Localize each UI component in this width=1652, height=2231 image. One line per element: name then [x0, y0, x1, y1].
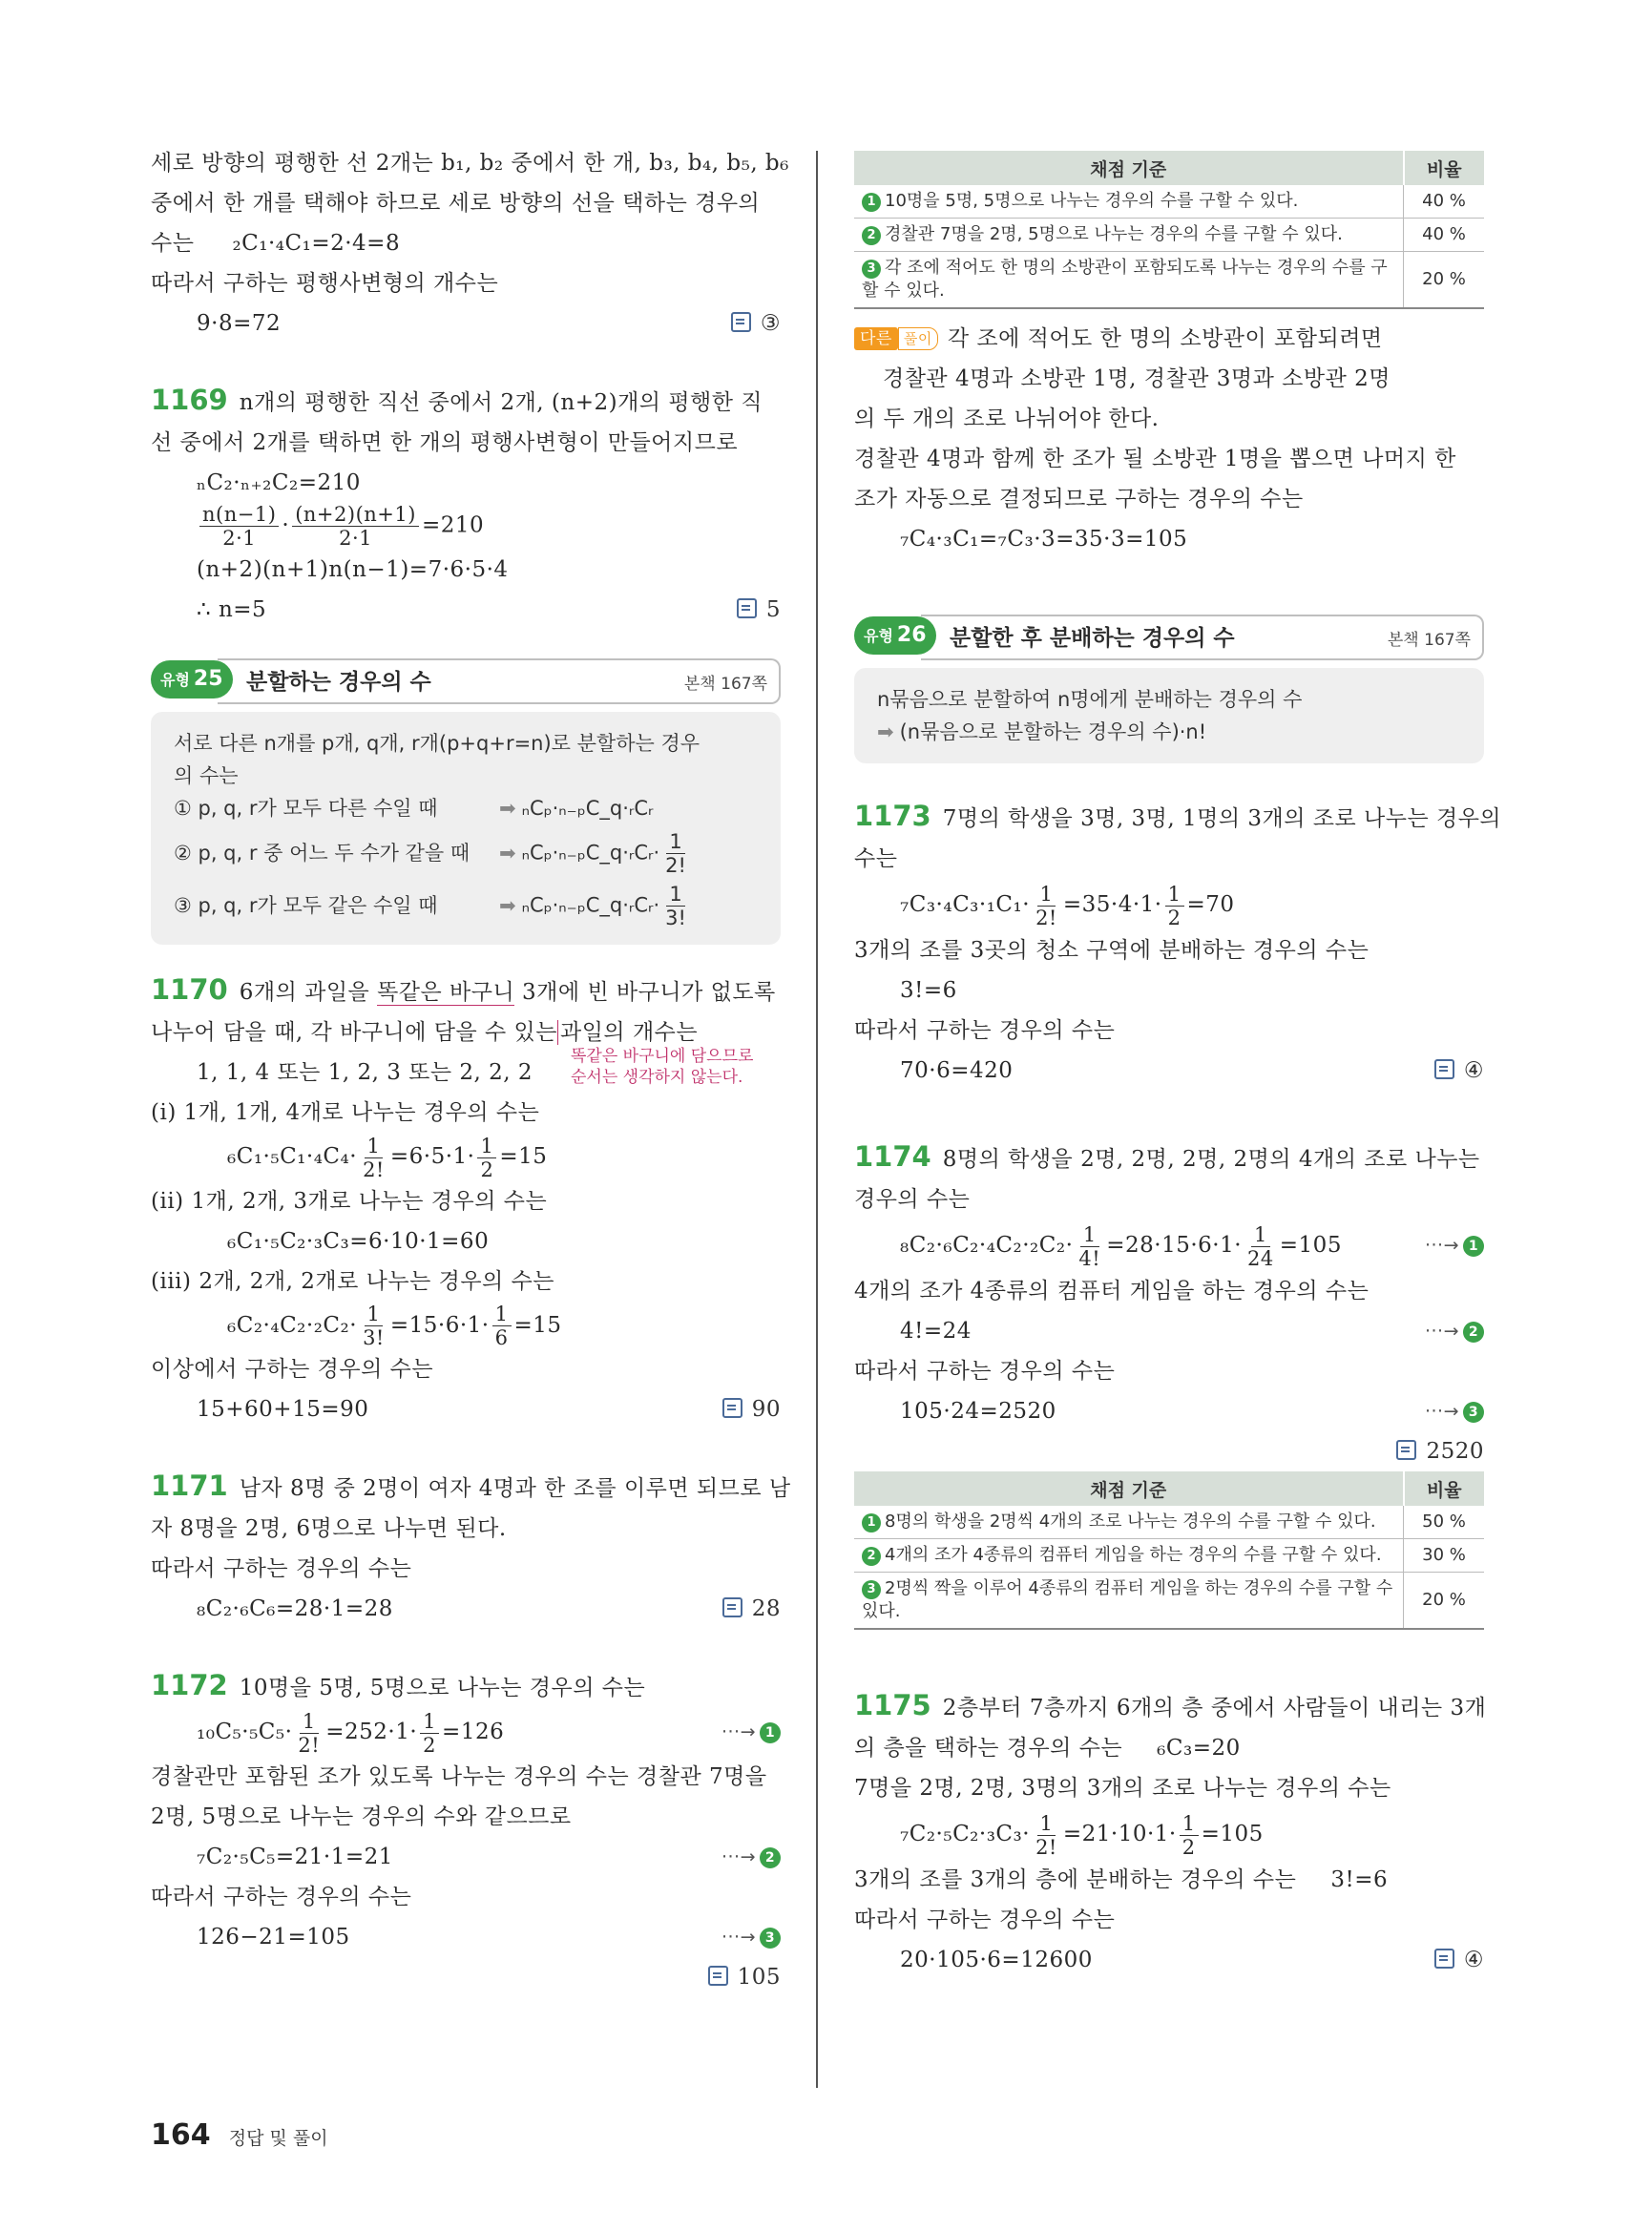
scoring-table-1	[854, 151, 1484, 309]
ratio-cell: 40 %	[1404, 185, 1485, 219]
intro-answer	[731, 303, 781, 344]
step-number: 2	[1463, 1322, 1484, 1343]
answer-mark-icon	[731, 312, 751, 332]
eq-part: =15	[513, 1312, 562, 1338]
case-formula: ₙCₚ·ₙ₋ₚC_q·ᵣCᵣ·	[521, 841, 660, 865]
problem-number: 1175	[854, 1689, 931, 1721]
problem-1172-result	[151, 1917, 781, 1957]
result: 70·6=420	[900, 1058, 1014, 1083]
problem-1170-then: 이상에서 구하는 경우의 수는	[151, 1357, 434, 1382]
table-row	[854, 1539, 1484, 1573]
table-row	[854, 1573, 1484, 1630]
left-column	[151, 143, 791, 1997]
denominator: 2	[423, 1733, 437, 1757]
problem-text: 과일의 개수는	[557, 1020, 698, 1045]
fraction	[477, 1135, 496, 1181]
answer-mark-icon	[722, 1398, 742, 1418]
answer-mark-icon	[1396, 1440, 1416, 1460]
problem-number: 1172	[151, 1669, 228, 1701]
alt-solution-line-1	[854, 319, 1484, 359]
criteria-text: 4개의 조가 4종류의 컴퓨터 게임을 하는 경우의 수를 구할 수 있다.	[885, 1545, 1382, 1565]
problem-text: 10명을 5명, 5명으로 나누는 경우의 수는	[239, 1676, 646, 1700]
fraction	[360, 1303, 387, 1349]
problem-1169-eq4-line	[151, 590, 781, 630]
answer-mark-icon	[708, 1966, 728, 1986]
problem-1175-line-2	[854, 1728, 1484, 1768]
criteria-cell	[854, 1506, 1404, 1539]
denominator: 2·1	[339, 527, 373, 550]
problem-1170-line-1	[151, 970, 781, 1012]
ratio-cell: 20 %	[1404, 252, 1485, 309]
arrow-right-icon: ➡	[499, 893, 516, 917]
type-pill-label: 유형	[160, 671, 190, 689]
intro-answer-value: ③	[760, 311, 781, 336]
numerator: 1	[666, 830, 684, 854]
criteria-cell	[854, 219, 1404, 252]
problem-1170	[151, 970, 781, 1429]
margin-note-line-2: 순서는 생각하지 않는다.	[571, 1068, 743, 1087]
criteria-cell	[854, 1539, 1404, 1573]
problem-1174-line-2: 경우의 수는	[854, 1187, 971, 1212]
problem-text: 2층부터 7층까지 6개의 층 중에서 사람들이 내리는 3개	[942, 1696, 1487, 1720]
summary-line-2: 의 수는	[174, 764, 239, 787]
criteria-number: 1	[862, 1513, 881, 1533]
eq-part: ₆C₁·₅C₁·₄C₄·	[227, 1144, 358, 1169]
numerator: 1	[1180, 1812, 1199, 1836]
denominator: 2·1	[222, 527, 257, 550]
case-label: ③ p, q, r가 모두 같은 수일 때	[174, 893, 438, 917]
numerator: 1	[365, 1303, 384, 1326]
right-column	[854, 151, 1502, 1980]
result: ₈C₂·₆C₆=28·1=28	[197, 1596, 393, 1621]
answer-value: 105	[737, 1964, 781, 1990]
problem-text: n개의 평행한 직선 중에서 2개, (n+2)개의 평행한 직	[239, 390, 763, 415]
eq-part: ₆C₃=20	[1157, 1736, 1241, 1761]
problem-1172-answer	[708, 1957, 781, 1997]
problem-1169-eq2: $\frac{n(n-1)}{2\cdot 1}$ · $\frac{(n+2)(n+1)}{2\cdot 1}$ =210	[151, 503, 781, 550]
denominator: 2	[1181, 1835, 1196, 1859]
eq-part: =21·10·1·	[1062, 1822, 1177, 1846]
eq-part: =126	[442, 1720, 505, 1744]
fraction	[360, 1135, 387, 1181]
eq-part: =105	[1201, 1822, 1264, 1846]
criteria-text: 경찰관 7명을 2명, 5명으로 나누는 경우의 수를 구할 수 있다.	[885, 224, 1343, 244]
eq-part: =105	[1279, 1233, 1342, 1258]
type-25-summary-box	[151, 712, 781, 945]
ratio-cell: 50 %	[1404, 1506, 1485, 1539]
numerator: 1	[492, 1303, 512, 1326]
problem-1174-line-3: 4개의 조가 4종류의 컴퓨터 게임을 하는 경우의 수는	[854, 1279, 1370, 1303]
table-row	[854, 219, 1484, 252]
problem-1169-eq1: ₙC₂·ₙ₊₂C₂=210	[197, 470, 361, 495]
problem-1175-eq1	[854, 1808, 1484, 1860]
problem-1173-then: 따라서 구하는 경우의 수는	[854, 1018, 1116, 1043]
alt-solution-line-5: 조가 자동으로 결정되므로 구하는 경우의 수는	[854, 487, 1304, 511]
intro-line-3	[151, 223, 781, 263]
table-header-row	[854, 1471, 1484, 1506]
problem-1175-result-line	[854, 1940, 1484, 1980]
numerator: 1	[477, 1135, 496, 1158]
alt-solution-line-4: 경찰관 4명과 함께 한 조가 될 소방관 1명을 뽑으면 나머지 한	[854, 447, 1456, 471]
type-reference: 본책 167쪽	[683, 675, 767, 694]
eq-part: =35·4·1·	[1062, 892, 1162, 917]
page-number: 164	[151, 2118, 211, 2152]
answer-mark-icon	[1434, 1059, 1454, 1079]
problem-1170-c1: (i) 1개, 1개, 4개로 나누는 경우의 수는	[151, 1100, 540, 1125]
problem-1171-then: 따라서 구하는 경우의 수는	[151, 1556, 412, 1581]
numerator: 1	[420, 1710, 439, 1734]
eq-part: ₆C₂·₄C₂·₂C₂·	[227, 1312, 358, 1338]
arrow-right-icon: ➡	[499, 841, 516, 865]
problem-1174-eq2	[854, 1311, 1484, 1351]
eq-part: =252·1·	[325, 1720, 418, 1744]
criteria-number: 2	[862, 1547, 881, 1566]
alt-solution-line-2: 경찰관 4명과 소방관 1명, 경찰관 3명과 소방관 2명	[883, 366, 1391, 391]
problem-1174-line-1	[854, 1136, 1484, 1179]
margin-note-line-1: 똑같은 바구니에 담으므로	[571, 1047, 754, 1066]
table-header-row	[854, 151, 1484, 185]
problem-1175-then: 따라서 구하는 경우의 수는	[854, 1908, 1116, 1932]
fraction	[292, 503, 419, 550]
problem-1174-result	[854, 1391, 1484, 1431]
step-marker: ···→ 3	[1425, 1391, 1484, 1431]
step-number: 3	[1463, 1402, 1484, 1423]
denominator: 4!	[1078, 1246, 1101, 1270]
problem-1170-c3-eq	[151, 1302, 781, 1350]
problem-1172-line-2: 경찰관만 포함된 조가 있도록 나누는 경우의 수는 경찰관 7명을	[151, 1763, 767, 1789]
problem-1172-eq2	[151, 1837, 781, 1877]
problem-1169-answer	[737, 590, 781, 630]
eq-part: =70	[1186, 892, 1235, 917]
criteria-text: 2명씩 짝을 이루어 4종류의 컴퓨터 게임을 하는 경우의 수를 구할 수 있다.	[862, 1578, 1393, 1621]
type-pill-number: 25	[193, 667, 223, 691]
numerator: 1	[1037, 1812, 1056, 1836]
alt-solution-eq: ₇C₄·₃C₁=₇C₃·3=35·3=105	[900, 527, 1188, 552]
step-number: 3	[760, 1928, 781, 1949]
problem-1169-line-1	[151, 380, 781, 423]
problem-text: 3개에 빈 바구니가 없도록	[522, 980, 776, 1005]
arrow-right-icon: ➡	[499, 797, 516, 820]
denominator: 6	[494, 1326, 509, 1349]
column-divider	[816, 151, 818, 2088]
fraction	[1165, 883, 1184, 929]
problem-1175-line-4	[854, 1860, 1484, 1900]
margin-note	[571, 1046, 753, 1088]
fraction	[1180, 1812, 1199, 1859]
problem-1172-eq1	[151, 1708, 781, 1757]
problem-text: 의 층을 택하는 경우의 수는	[854, 1736, 1123, 1761]
denominator: 3!	[665, 907, 686, 929]
numerator: (n+2)(n+1)	[292, 503, 419, 527]
summary-line-2-wrap	[877, 716, 1461, 748]
problem-1172-line-1	[151, 1665, 781, 1708]
fraction	[1076, 1223, 1103, 1270]
problem-1174-eq1	[854, 1220, 1484, 1271]
fraction	[420, 1710, 439, 1757]
problem-text: 7명의 학생을 3명, 3명, 1명의 3개의 조로 나누는 경우의	[942, 806, 1502, 831]
step-number: 1	[1463, 1236, 1484, 1257]
alt-tag-2: 풀이	[898, 327, 938, 350]
type-title: 분할하는 경우의 수	[246, 670, 431, 695]
denominator: 3!	[363, 1326, 385, 1349]
intro-line-2: 중에서 한 개를 택해야 하므로 세로 방향의 선을 택하는 경우의	[151, 191, 761, 216]
problem-text: 남자 8명 중 2명이 여자 4명과 한 조를 이루면 되므로 남	[239, 1476, 791, 1501]
problem-1175-line-1	[854, 1685, 1487, 1728]
problem-1170-result-line	[151, 1389, 781, 1429]
denominator: 2!	[363, 1157, 385, 1181]
fraction	[492, 1303, 512, 1349]
numerator: 1	[1037, 883, 1056, 907]
numerator: 1	[1080, 1223, 1099, 1247]
table-row	[854, 252, 1484, 309]
problem-1174-then: 따라서 구하는 경우의 수는	[854, 1359, 1116, 1384]
type-pill	[151, 660, 233, 698]
summary-case-2	[174, 830, 758, 877]
fraction	[662, 883, 689, 929]
problem-1172-line-3: 2명, 5명으로 나누는 경우의 수와 같으므로	[151, 1804, 572, 1829]
problem-text: 6개의 과일을	[239, 980, 370, 1005]
fraction	[1033, 1812, 1060, 1859]
problem-1175-answer	[1434, 1940, 1484, 1980]
eq-part: 4!=24	[900, 1319, 972, 1344]
scoring-table-2	[854, 1471, 1484, 1630]
problem-1169-line-2: 선 중에서 2개를 택하면 한 개의 평행사변형이 만들어지므로	[151, 430, 739, 455]
denominator: 2!	[1035, 1835, 1057, 1859]
type-pill-label: 유형	[864, 627, 893, 645]
summary-line-1: 서로 다른 n개를 p개, q개, r개(p+q+r=n)로 분할하는 경우	[174, 732, 701, 755]
answer-mark-icon	[1434, 1949, 1454, 1969]
problem-1171-line-1	[151, 1466, 791, 1509]
problem-1173-line-2: 수는	[854, 846, 898, 871]
eq-part: ₁₀C₅·₅C₅·	[197, 1720, 293, 1744]
fraction	[1033, 883, 1060, 929]
step-marker: ···→ 1	[721, 1708, 781, 1756]
summary-case-1	[174, 792, 758, 824]
criteria-number: 3	[862, 1580, 881, 1599]
problem-text: 8명의 학생을 2명, 2명, 2명, 2명의 4개의 조로 나누는	[942, 1147, 1480, 1172]
eq-part: 3!=6	[1330, 1867, 1389, 1892]
type-26-summary-box	[854, 668, 1484, 763]
step-marker: ···→ 2	[721, 1837, 781, 1877]
step-number: 1	[760, 1722, 781, 1743]
eq-part: =6·5·1·	[389, 1144, 475, 1169]
intro-eq: ₂C₁·₄C₁=2·4=8	[232, 231, 401, 256]
denominator: 2	[480, 1157, 494, 1181]
problem-number: 1169	[151, 384, 228, 416]
numerator: 1	[1165, 883, 1184, 907]
eq-part: =28·15·6·1·	[1106, 1233, 1243, 1258]
problem-1173-eq2: 3!=6	[900, 978, 957, 1003]
eq-part: ₈C₂·₆C₂·₄C₂·₂C₂·	[900, 1233, 1074, 1258]
problem-number: 1174	[854, 1140, 931, 1173]
criteria-text: 8명의 학생을 2명씩 4개의 조로 나누는 경우의 수를 구할 수 있다.	[885, 1512, 1376, 1532]
case-label: ① p, q, r가 모두 다른 수일 때	[174, 797, 438, 820]
answer-value: 28	[751, 1596, 781, 1621]
denominator: 24	[1247, 1246, 1274, 1270]
table-row	[854, 185, 1484, 219]
underlined-text: 똑같은 바구니	[377, 980, 515, 1005]
answer-value: ④	[1463, 1058, 1484, 1083]
denominator: 2!	[665, 854, 686, 877]
criteria-number: 3	[862, 260, 881, 279]
alt-tag: 다른	[854, 327, 898, 350]
answer-mark-icon	[722, 1597, 742, 1617]
fraction	[199, 503, 279, 550]
fraction	[662, 830, 689, 877]
answer-mark-icon	[737, 598, 757, 618]
answer-value: ④	[1463, 1948, 1484, 1972]
eq-part: =15·6·1·	[389, 1312, 490, 1338]
problem-number: 1170	[151, 973, 228, 1006]
eq-part: ₇C₃·₄C₃·₁C₁·	[900, 892, 1031, 917]
header-criteria: 채점 기준	[854, 151, 1404, 185]
numerator: 1	[300, 1710, 319, 1734]
type-26-header	[854, 615, 1484, 658]
problem-1170-c3: (iii) 2개, 2개, 2개로 나누는 경우의 수는	[151, 1268, 555, 1294]
criteria-cell	[854, 252, 1404, 309]
numerator: 1	[666, 883, 684, 907]
case-label: ② p, q, r 중 어느 두 수가 같을 때	[174, 841, 471, 865]
problem-1169-eq3: (n+2)(n+1)n(n−1)=7·6·5·4	[197, 557, 509, 582]
problem-text: 나누어 담을 때, 각 바구니에 담을 수 있는	[151, 1020, 557, 1045]
problem-1171-eq-line	[151, 1589, 781, 1629]
result: 20·105·6=12600	[900, 1948, 1093, 1972]
step-marker: ···→ 2	[1425, 1311, 1484, 1351]
header-ratio: 비율	[1404, 1471, 1485, 1506]
denominator: 2	[1167, 906, 1181, 929]
criteria-number: 2	[862, 226, 881, 245]
problem-1170-cases: 1, 1, 4 또는 1, 2, 3 또는 2, 2, 2	[197, 1060, 533, 1085]
problem-1173-line-3: 3개의 조를 3곳의 청소 구역에 분배하는 경우의 수는	[854, 938, 1370, 963]
intro-line-1: 세로 방향의 평행한 선 2개는 b₁, b₂ 중에서 한 개, b₃, b₄, b₅, b₆	[151, 151, 789, 176]
type-pill-number: 26	[896, 623, 927, 647]
problem-1173-answer	[1434, 1051, 1484, 1091]
summary-line-2: (n묶음으로 분할하는 경우의 수)·n!	[899, 720, 1207, 743]
denominator: 2!	[1035, 906, 1057, 929]
type-reference: 본책 167쪽	[1387, 631, 1471, 650]
table-row	[854, 1506, 1484, 1539]
arrow-right-icon: ➡	[877, 720, 894, 743]
case-formula: ₙCₚ·ₙ₋ₚC_q·ᵣCᵣ	[521, 797, 654, 820]
criteria-text: 각 조에 적어도 한 명의 소방관이 포함되도록 나누는 경우의 수를 구할 수 있다.	[862, 258, 1388, 301]
eq-part: ₇C₂·₅C₂·₃C₃·	[900, 1822, 1031, 1846]
problem-1170-c2-eq: ₆C₁·₅C₂·₃C₃=6·10·1=60	[227, 1228, 490, 1254]
problem-1175-line-3: 7명을 2명, 2명, 3명의 3개의 조로 나누는 경우의 수는	[854, 1776, 1391, 1801]
problem-1170-answer	[722, 1389, 781, 1429]
step-number: 2	[760, 1847, 781, 1868]
ratio-cell: 20 %	[1404, 1573, 1485, 1630]
eq-part: =15	[499, 1144, 548, 1169]
result: 105·24=2520	[900, 1399, 1056, 1424]
numerator: 1	[365, 1135, 384, 1158]
step-marker: ···→ 3	[721, 1917, 781, 1957]
fraction	[295, 1710, 323, 1757]
eq-rhs: =210	[421, 512, 485, 538]
problem-number: 1173	[854, 800, 931, 832]
problem-1169-eq4: ∴ n=5	[197, 597, 267, 622]
problem-text: 3개의 조를 3개의 층에 분배하는 경우의 수는	[854, 1867, 1297, 1892]
problem-1173-line-1	[854, 796, 1502, 839]
summary-case-3	[174, 883, 758, 929]
type-25-header	[151, 658, 781, 702]
fraction	[1244, 1223, 1277, 1270]
criteria-number: 1	[862, 193, 881, 212]
problem-1170-c2: (ii) 1개, 2개, 3개로 나누는 경우의 수는	[151, 1188, 548, 1214]
intro-result-line	[151, 303, 781, 344]
numerator: n(n−1)	[199, 503, 279, 527]
footer-label: 정답 및 풀이	[228, 2128, 328, 2149]
alt-solution-line-3: 의 두 개의 조로 나뉘어야 한다.	[854, 407, 1160, 431]
problem-1172-then: 따라서 구하는 경우의 수는	[151, 1884, 412, 1909]
ratio-cell: 30 %	[1404, 1539, 1485, 1573]
header-ratio: 비율	[1404, 151, 1485, 185]
header-criteria: 채점 기준	[854, 1471, 1404, 1506]
criteria-text: 10명을 5명, 5명으로 나누는 경우의 수를 구할 수 있다.	[885, 191, 1299, 211]
answer-value: 5	[765, 597, 781, 622]
answer-value: 90	[751, 1397, 781, 1422]
result: 126−21=105	[197, 1924, 350, 1950]
eq-part: ₇C₂·₅C₅=21·1=21	[197, 1844, 393, 1869]
page-footer	[151, 2118, 328, 2152]
problem-1173-result-line	[854, 1051, 1484, 1091]
problem-number: 1171	[151, 1470, 228, 1502]
case-formula: ₙCₚ·ₙ₋ₚC_q·ᵣCᵣ·	[521, 893, 660, 917]
criteria-cell	[854, 1573, 1404, 1630]
ratio-cell: 40 %	[1404, 219, 1485, 252]
alt-text: 각 조에 적어도 한 명의 소방관이 포함되려면	[947, 326, 1383, 351]
denominator: 2!	[298, 1733, 321, 1757]
step-marker: ···→ 1	[1425, 1220, 1484, 1271]
type-title: 분할한 후 분배하는 경우의 수	[950, 626, 1235, 651]
intro-line-3-text: 수는	[151, 231, 195, 256]
type-pill	[854, 616, 936, 655]
problem-1171-answer	[722, 1589, 781, 1629]
problem-1173-eq1	[854, 879, 1484, 930]
summary-line-1: n묶음으로 분할하여 n명에게 분배하는 경우의 수	[877, 688, 1303, 711]
result: 15+60+15=90	[197, 1397, 369, 1422]
criteria-cell	[854, 185, 1404, 219]
intro-then: 따라서 구하는 평행사변형의 개수는	[151, 271, 499, 296]
answer-value: 2520	[1426, 1439, 1484, 1464]
numerator: 1	[1251, 1223, 1270, 1247]
problem-1170-c1-eq	[151, 1133, 781, 1181]
problem-1171-line-2: 자 8명을 2명, 6명으로 나누면 된다.	[151, 1516, 507, 1541]
problem-1174-answer	[1396, 1431, 1484, 1471]
intro-result: 9·8=72	[197, 311, 282, 336]
